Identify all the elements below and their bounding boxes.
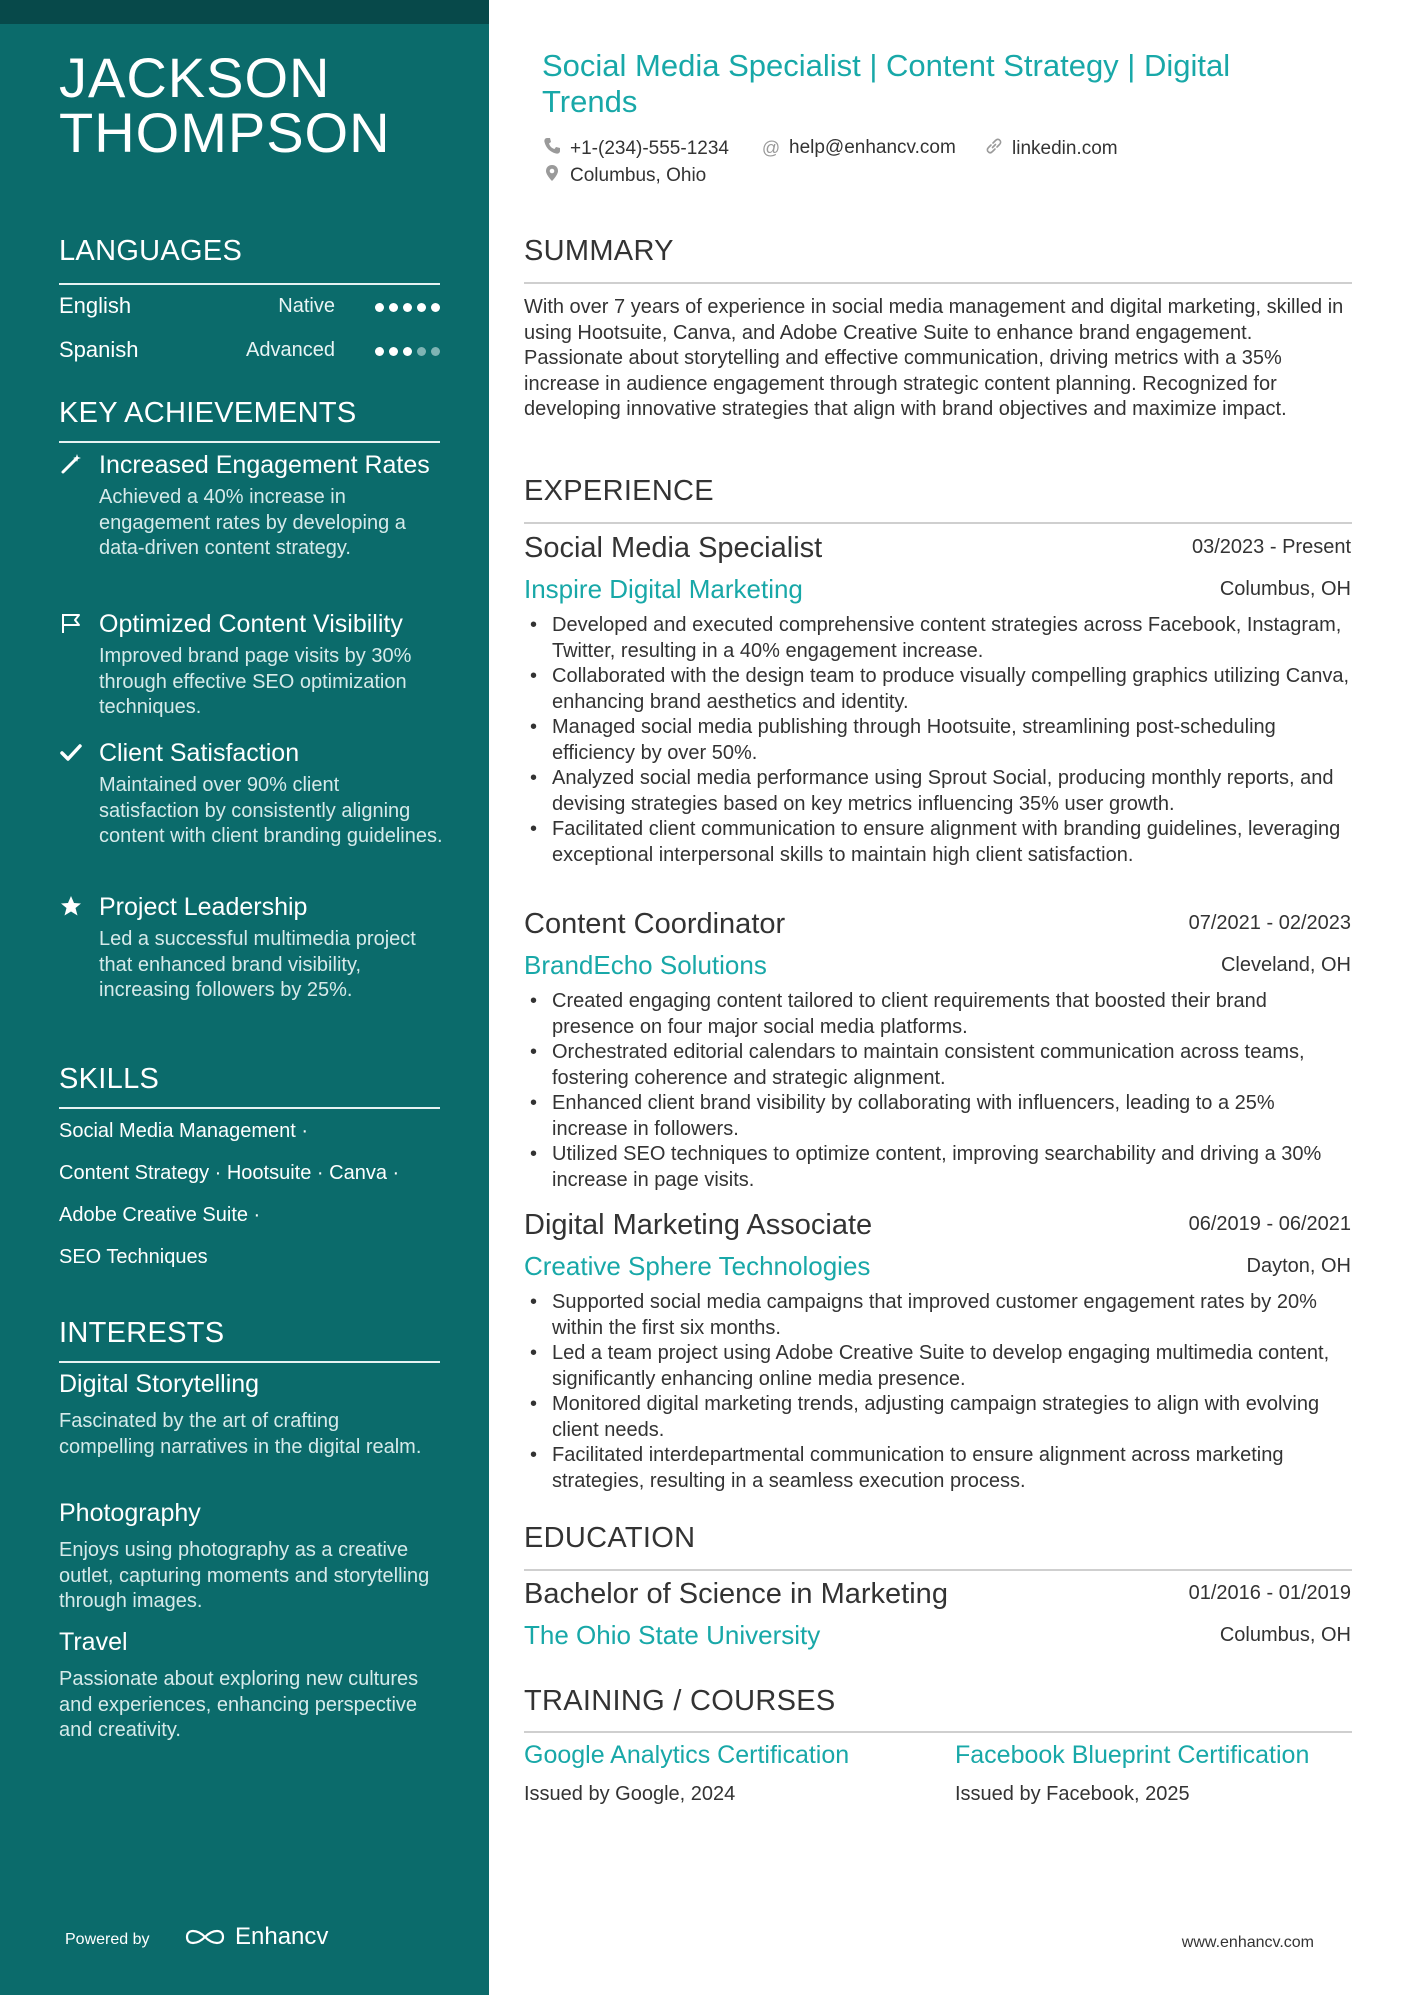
magic-wand-icon — [59, 453, 83, 477]
summary-divider — [524, 282, 1352, 284]
course-issuer: Issued by Facebook, 2025 — [955, 1783, 1190, 1805]
bullet-item: • Utilized SEO techniques to optimize content, improving searchability and driving a 30% increase in page visits. — [524, 1142, 1352, 1193]
achievement-title: Client Satisfaction — [99, 739, 300, 767]
job-location: Columbus, OH — [1219, 578, 1351, 600]
job-bullets — [524, 989, 1352, 1193]
achievement-description: Led a successful multimedia project that enhanced brand visibility, increasing followers by 25%. — [99, 928, 416, 1001]
bullet-item: • Supported social media campaigns that improved customer engagement rates by 20% within the first six months. — [524, 1290, 1352, 1341]
experience-divider — [524, 522, 1352, 524]
bullet-item: • Developed and executed comprehensive content strategies across Facebook, Instagram, Twitter, resulting in a 40% engagement increase. — [524, 613, 1352, 664]
interest-description: Fascinated by the art of crafting compelling narratives in the digital realm. — [59, 1410, 422, 1458]
bullet-item: • Enhanced client brand visibility by collaborating with influencers, leading to a 25% increase in followers. — [524, 1091, 1352, 1142]
language-row — [59, 337, 440, 369]
candidate-name — [59, 46, 391, 164]
contact-location — [542, 164, 706, 187]
bullet-item: • Facilitated interdepartmental communication to ensure alignment across marketing strategies, resulting in a seamless execution process. — [524, 1443, 1352, 1494]
enhancv-logo-icon — [183, 1925, 227, 1949]
enhancv-logo-text: Enhancv — [235, 1923, 329, 1950]
job-company: BrandEcho Solutions — [524, 950, 767, 980]
last-name: THOMPSON — [59, 101, 391, 164]
skills-heading: SKILLS — [59, 1063, 160, 1095]
dot-empty — [431, 347, 440, 356]
checkmark-icon — [59, 741, 83, 765]
skills-line: SEO Techniques — [59, 1246, 208, 1268]
achievement-item — [59, 609, 444, 721]
language-name: Spanish — [59, 337, 139, 362]
interest-title: Photography — [59, 1499, 201, 1527]
job-location: Dayton, OH — [1246, 1255, 1351, 1277]
first-name: JACKSON — [59, 46, 331, 109]
dot-filled — [431, 303, 440, 312]
languages-divider — [59, 283, 440, 285]
achievement-item — [59, 738, 444, 850]
achievements-divider — [59, 441, 440, 443]
job-location: Cleveland, OH — [1220, 954, 1351, 976]
achievement-description: Achieved a 40% increase in engagement rates by developing a data-driven content strategy. — [99, 486, 406, 559]
phone-number: +1-(234)-555-1234 — [570, 137, 729, 159]
education-heading: EDUCATION — [524, 1522, 696, 1554]
bullet-item: • Facilitated client communication to ensure alignment with branding guidelines, leveraging exceptional interpersonal skills to maintain high client satisfaction. — [524, 817, 1352, 868]
language-proficiency-dots — [375, 347, 440, 356]
footer-website[interactable]: www.enhancv.com — [1181, 1934, 1314, 1951]
achievement-title: Optimized Content Visibility — [99, 610, 403, 638]
education-divider — [524, 1569, 1352, 1571]
skills-line: Content Strategy · Hootsuite · Canva · — [59, 1162, 400, 1184]
dot-empty — [417, 347, 426, 356]
location-text: Columbus, Ohio — [570, 164, 707, 186]
job-date: 06/2019 - 06/2021 — [1188, 1213, 1351, 1235]
skills-line: Social Media Management · — [59, 1120, 309, 1142]
dot-filled — [403, 303, 412, 312]
email-address: help@enhancv.com — [789, 137, 956, 158]
dot-filled — [403, 347, 412, 356]
interests-divider — [59, 1361, 440, 1363]
interests-heading: INTERESTS — [59, 1317, 225, 1349]
bullet-item: • Led a team project using Adobe Creative Suite to develop engaging multimedia content, significantly enhancing online media presence. — [524, 1341, 1352, 1392]
language-level: Advanced — [246, 339, 335, 361]
bullet-item: • Created engaging content tailored to client requirements that boosted their brand presence on four major social media platforms. — [524, 989, 1352, 1040]
job-title: Digital Marketing Associate — [524, 1209, 873, 1241]
education-location: Columbus, OH — [1219, 1624, 1351, 1646]
experience-heading: EXPERIENCE — [524, 475, 714, 507]
job-bullets — [524, 613, 1352, 868]
job-company: Creative Sphere Technologies — [524, 1251, 871, 1281]
achievement-description: Improved brand page visits by 30% through effective SEO optimization techniques. — [99, 645, 412, 718]
dot-filled — [389, 303, 398, 312]
job-company: Inspire Digital Marketing — [524, 574, 803, 604]
course-title: Google Analytics Certification — [524, 1741, 850, 1769]
location-pin-icon — [542, 164, 562, 187]
achievements-heading: KEY ACHIEVEMENTS — [59, 397, 357, 429]
bullet-item: • Analyzed social media performance using Sprout Social, producing monthly reports, and devising strategies based on key metrics influencing 35% user growth. — [524, 766, 1352, 817]
contact-phone — [542, 137, 729, 160]
headline: Social Media Specialist | Content Strategy | Digital Trends — [542, 48, 1231, 119]
bullet-item: • Orchestrated editorial calendars to maintain consistent communication across teams, fostering coherence and strategic alignment. — [524, 1040, 1352, 1091]
achievement-description: Maintained over 90% client satisfaction by consistently aligning content with client branding guidelines. — [99, 774, 443, 847]
at-sign-icon: @ — [761, 137, 781, 158]
language-name: English — [59, 293, 132, 318]
skills-divider — [59, 1107, 440, 1109]
dot-filled — [417, 303, 426, 312]
achievement-item — [59, 892, 444, 1004]
degree-title: Bachelor of Science in Marketing — [524, 1578, 948, 1610]
dot-filled — [389, 347, 398, 356]
interest-title: Travel — [59, 1628, 128, 1656]
contact-linkedin[interactable] — [984, 137, 1118, 160]
flag-icon — [59, 612, 83, 636]
dot-filled — [375, 347, 384, 356]
phone-icon — [542, 137, 562, 160]
course-issuer: Issued by Google, 2024 — [524, 1783, 736, 1805]
language-level: Native — [278, 295, 335, 317]
bullet-item: • Monitored digital marketing trends, adjusting campaign strategies to align with evolving client needs. — [524, 1392, 1352, 1443]
bullet-item: • Managed social media publishing through Hootsuite, streamlining post-scheduling efficiency by over 50%. — [524, 715, 1352, 766]
job-title: Content Coordinator — [524, 908, 786, 940]
summary-text: With over 7 years of experience in social media management and digital marketing, skilled in using Hootsuite, Canva, and Adobe Creative Suite to enhance brand engagement. Passionate about storytelling and effective communication, driving metrics with a 35% increase in audience engagement through strategic content planning. Recognized for developing innovative strategies that align with brand objectives and maximize impact. — [524, 296, 1344, 420]
skills-line: Adobe Creative Suite · — [59, 1204, 261, 1226]
job-date: 03/2023 - Present — [1192, 536, 1351, 558]
education-date: 01/2016 - 01/2019 — [1188, 1582, 1351, 1604]
sidebar-top-bar — [0, 0, 489, 24]
language-proficiency-dots — [375, 303, 440, 312]
training-divider — [524, 1731, 1352, 1733]
bullet-item: • Collaborated with the design team to produce visually compelling graphics utilizing Canva, enhancing brand aesthetics and identity. — [524, 664, 1352, 715]
job-date: 07/2021 - 02/2023 — [1188, 912, 1351, 934]
achievement-title: Increased Engagement Rates — [99, 451, 430, 479]
enhancv-logo[interactable] — [183, 1923, 328, 1951]
dot-filled — [375, 303, 384, 312]
job-title: Social Media Specialist — [524, 532, 823, 564]
star-icon — [59, 895, 83, 919]
contact-email[interactable] — [761, 137, 956, 159]
training-heading: TRAINING / COURSES — [524, 1685, 836, 1717]
achievement-title: Project Leadership — [99, 893, 308, 921]
interest-description: Passionate about exploring new cultures and experiences, enhancing perspective and creativity. — [59, 1668, 419, 1741]
linkedin-url: linkedin.com — [1012, 137, 1118, 159]
course-title: Facebook Blueprint Certification — [955, 1741, 1310, 1769]
achievement-item — [59, 450, 444, 562]
summary-heading: SUMMARY — [524, 235, 674, 267]
interest-description: Enjoys using photography as a creative outlet, capturing moments and storytelling through images. — [59, 1539, 430, 1612]
interest-title: Digital Storytelling — [59, 1370, 260, 1398]
school-name: The Ohio State University — [524, 1620, 821, 1650]
language-row — [59, 293, 440, 325]
powered-by-label: Powered by — [65, 1931, 150, 1948]
sidebar — [0, 0, 489, 1995]
job-bullets — [524, 1290, 1352, 1494]
link-icon — [984, 137, 1004, 160]
languages-heading: LANGUAGES — [59, 235, 243, 267]
